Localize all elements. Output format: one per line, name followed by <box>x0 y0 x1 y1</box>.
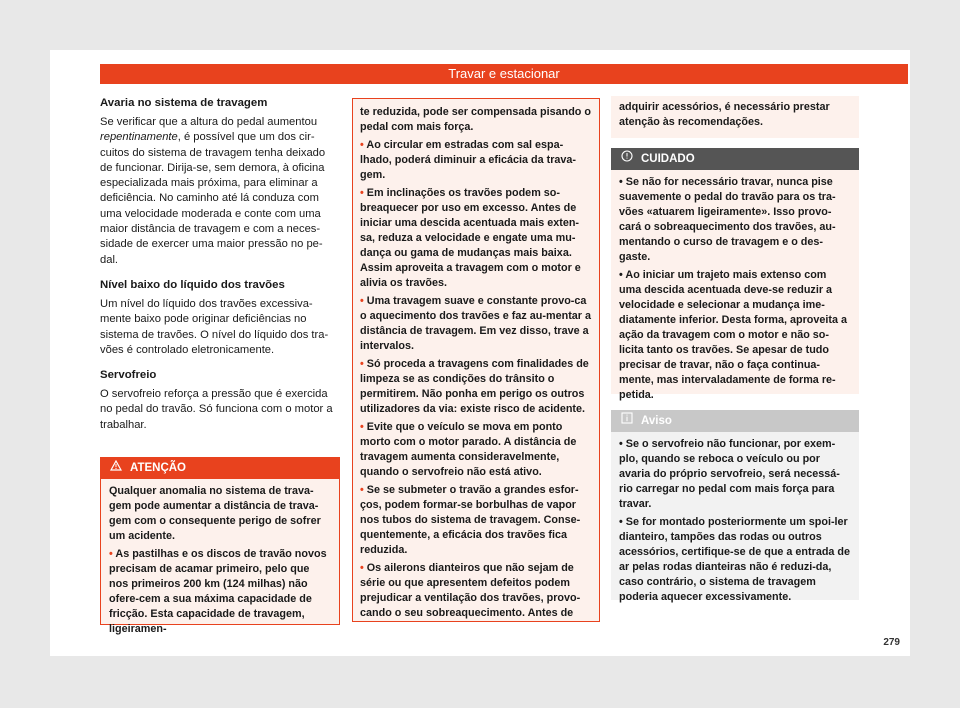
column-1 <box>100 96 340 443</box>
servo-text: O servofreio reforça a pressão que é exercida no pedal do travão. Só funciona com o motor a trabalhar. <box>100 388 333 431</box>
brake-failure-text <box>100 115 340 268</box>
notice-bullet: • Se o servofreio não funcionar, por exem-plo, quando se reboca o veículo ou por avaria do próprio servofreio, será necessá-rio carregar no pedal com mais força para travar. <box>619 438 840 510</box>
warning-bullet <box>360 420 592 480</box>
manual-page <box>50 50 910 656</box>
section-title-fluid-level: Nível baixo do líquido dos travões <box>100 278 285 291</box>
info-circle-icon <box>621 148 633 170</box>
warning-triangle-icon <box>110 457 122 479</box>
warning-continued-body <box>353 99 599 621</box>
notice-title: Aviso <box>641 415 672 427</box>
notice-box <box>611 410 859 603</box>
warning-bullet <box>360 357 592 417</box>
fluid-level-text: Um nível do líquido dos travões excessiva-mente baixo pode originar deficiências no sistema de travões. O nível do líquido dos tra-vões é controlado eletronicamente. <box>100 297 329 356</box>
page-number: 279 <box>883 637 900 648</box>
warning-bullet <box>360 294 592 354</box>
notice-bullet: • Se for montado posteriormente um spoi-ler dianteiro, tampões das rodas ou outros acessórios, certifique-se de que a entrada de ar pelas rodas dianteiras não é reduzi-da, caso contrário, o sistema de travagem poderia aquecer excessivamente. <box>619 516 851 603</box>
warning-bullet <box>109 547 331 637</box>
caution-bullet: • Se não for necessário travar, nunca pise suavemente o pedal do travão para os tra-vões «atuarem ligeiramente». Isso provo-cará o sobreaquecimento dos travões, au-mentando o curso de travagem e o des-gaste. <box>619 176 836 263</box>
bullet-dot: • <box>360 562 364 574</box>
bullet-text: Ao iniciar um trajeto mais extenso com uma descida acentuada deve-se reduzir a velocidade e selecionar a mudança ime-diatamente inferior. Desta forma, aproveita a ação da travagem com o motor e não so-licita tanto os travões. Se apesar de tudo precisar de travar, não o faça continua-mente, mas intervaladamente de forma re-petida. <box>619 269 848 401</box>
bullet-text: Ao circular em estradas com sal espa-lhado, poderá diminuir a eficácia da trava-gem. <box>360 139 577 181</box>
bullet-text: Se o servofreio não funcionar, por exem-plo, quando se reboca o veículo ou por avaria do próprio servofreio, será necessá-rio carregar no pedal com mais força para travar. <box>619 438 840 510</box>
caution-body <box>611 170 859 403</box>
bullet-text: Evite que o veículo se mova em ponto morto com o motor parado. A distância de travagem aumenta consideravelmente, quando o servofreio não está ativo. <box>360 421 577 478</box>
bullet-dot: • <box>360 187 364 199</box>
caution-title: CUIDADO <box>641 153 695 165</box>
caution-box <box>611 148 859 401</box>
bullet-dot: • <box>109 548 113 560</box>
bullet-dot: • <box>360 139 364 151</box>
continued-top-text: adquirir acessórios, é necessário prestar atenção às recomendações. <box>611 96 859 138</box>
bullet-text: Se for montado posteriormente um spoi-ler dianteiro, tampões das rodas ou outros acessórios, certifique-se de que a entrada de ar pelas rodas dianteiras não é reduzi-da, caso contrário, o sistema de travagem poderia aquecer excessivamente. <box>619 516 851 603</box>
continued-paragraph: te reduzida, pode ser compensada pisando o pedal com mais força. <box>360 106 591 133</box>
warning-bullet <box>360 186 592 291</box>
bullet-text: Os ailerons dianteiros que não sejam de série ou que apresentem defeitos podem prejudicar a ventilação dos travões, provo-cando o seu sobreaquecimento. Antes de <box>360 562 581 619</box>
section-title-brake-failure: Avaria no sistema de travagem <box>100 97 268 109</box>
notice-body <box>611 432 859 605</box>
warning-continued-box <box>352 98 600 622</box>
caution-header <box>611 148 859 170</box>
warning-box <box>100 457 340 635</box>
text-fragment: , é possível que um dos cir-cuitos do sistema de travagem tenha deixado de funcionar. Dirija-se, sem demora, à oficina especializada mais próxima, para eliminar a deficiência. No caminho até lá conduza com uma velocidade moderada e conte com uma maior distância de travagem e com a neces-sidade de exercer uma maior pressão no pe-dal. <box>100 131 326 266</box>
bullet-text: As pastilhas e os discos de travão novos precisam de acamar primeiro, pelo que nos primeiros 200 km (124 milhas) não ofere-cem a sua máxima capacidade de fricção. Esta capacidade de travagem, ligeiramen- <box>109 548 327 635</box>
info-i-icon <box>621 410 633 432</box>
warning-header <box>100 457 340 479</box>
bullet-dot: • <box>360 295 364 307</box>
bullet-dot: • <box>360 421 364 433</box>
emphasis-text: repentinamente <box>100 131 178 144</box>
warning-body <box>101 479 339 637</box>
page-header: Travar e estacionar <box>100 64 908 84</box>
bullet-dot: • <box>360 484 364 496</box>
section-title-servo: Servofreio <box>100 369 157 382</box>
bullet-text: Em inclinações os travões podem so-breaquecer por uso em excesso. Antes de iniciar uma descida acentuada mais exten-sa, reduza a velocidade e engate uma mu-dança ou gama de mudanças mais baixa. Assim aproveita a travagem com o motor e alivia os travões. <box>360 187 581 289</box>
bullet-text: Só proceda a travagens com finalidades de limpeza se as condições do trânsito o permitirem. Não ponha em perigo os outros utilizadores da via: existe risco de acidente. <box>360 358 589 415</box>
bullet-text: Se não for necessário travar, nunca pise suavemente o pedal do travão para os tra-vões «atuarem ligeiramente». Isso provo-cará o sobreaquecimento dos travões, au-mentando o curso de travagem e o des-gaste. <box>619 176 836 263</box>
warning-paragraph: Qualquer anomalia no sistema de trava-gem pode aumentar a distância de trava-gem com o consequente perigo de sofrer um acidente. <box>109 485 321 542</box>
warning-bullet <box>360 483 592 558</box>
bullet-text: Uma travagem suave e constante provo-ca o aquecimento dos travões e faz au-mentar a distância de travagem. Em vez disso, trave a intervalos. <box>360 295 591 352</box>
caution-bullet: • Ao iniciar um trajeto mais extenso com uma descida acentuada deve-se reduzir a velocidade e selecionar a mudança ime-diatamente inferior. Desta forma, aproveita a ação da travagem com o motor e não so-licita tanto os travões. Se apesar de tudo precisar de travar, não o faça continua-mente, mas intervaladamente de forma re-petida. <box>619 269 848 401</box>
warning-bullet <box>360 138 592 183</box>
bullet-dot: • <box>360 358 364 370</box>
warning-title: ATENÇÃO <box>130 462 187 474</box>
notice-header <box>611 410 859 432</box>
text-fragment: Se verificar que a altura do pedal aumentou <box>100 116 318 128</box>
warning-bullet <box>360 561 592 621</box>
bullet-text: Se se submeter o travão a grandes esfor-ços, podem formar-se borbulhas de vapor nos tubos do sistema de travagem. Conse-quentemente, a eficácia dos travões fica reduzida. <box>360 484 581 556</box>
